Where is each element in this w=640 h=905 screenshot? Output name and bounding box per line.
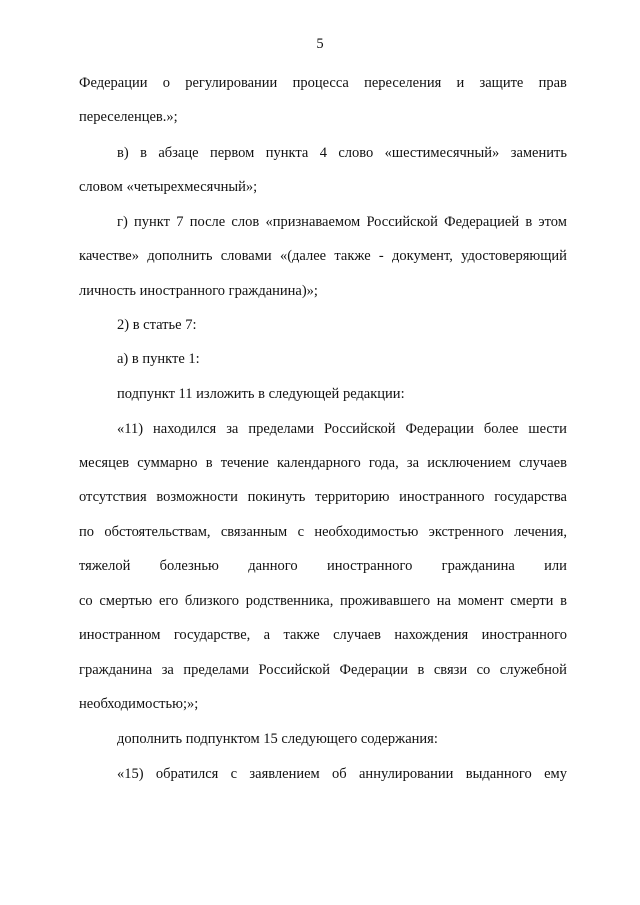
word: «признаваемом [265, 214, 361, 230]
word: со [476, 662, 491, 678]
word: Федерации [339, 662, 408, 678]
word: шести [528, 421, 567, 437]
word: словами [220, 248, 272, 264]
word: экстренного [428, 524, 504, 540]
word: возможности [156, 489, 238, 505]
word: заявлением [249, 766, 320, 782]
text-line [79, 626, 567, 644]
word: пределами [248, 421, 315, 437]
page-number: 5 [316, 36, 324, 52]
word: отсутствия [79, 489, 147, 505]
word: также [283, 627, 320, 643]
word: связи [433, 662, 468, 678]
word: тяжелой [79, 558, 131, 574]
word: об [332, 766, 347, 782]
word: лечения, [514, 524, 567, 540]
word: за [406, 455, 420, 471]
word: обстоятельствам, [104, 524, 211, 540]
text-line: подпункт 11 изложить в следующей редакции: [117, 386, 405, 402]
word: «шестимесячный» [384, 145, 500, 161]
word: более [483, 421, 519, 437]
word: - [378, 248, 384, 264]
word: слов [231, 214, 260, 230]
word: в [140, 145, 147, 161]
word: гражданина [441, 558, 515, 574]
word: на [436, 593, 451, 609]
word: дополнить [147, 248, 213, 264]
word: «15) [117, 766, 144, 782]
word: заменить [510, 145, 567, 161]
word: а [263, 627, 271, 643]
text-line [79, 247, 567, 265]
word: нахождения [394, 627, 469, 643]
word: ему [544, 766, 567, 782]
word: 7 [176, 214, 184, 230]
word: момент [457, 593, 504, 609]
text-line [79, 523, 567, 541]
word: иностранного [399, 489, 485, 505]
word: удостоверяющий [461, 248, 567, 264]
word: государства [494, 489, 567, 505]
text-line: а) в пункте 1: [117, 351, 200, 367]
text-line [79, 592, 567, 610]
word: с [230, 766, 238, 782]
text-line [117, 765, 567, 783]
text-line [117, 144, 567, 162]
word: связанным [220, 524, 288, 540]
word: аннулировании [359, 766, 454, 782]
word: течение [220, 455, 269, 471]
word: в [525, 214, 533, 230]
word: «(далее [279, 248, 327, 264]
word: процесса [292, 75, 349, 91]
word: месяцев [79, 455, 130, 471]
word: с [297, 524, 304, 540]
word: иностранном [79, 627, 161, 643]
word: его [158, 593, 179, 609]
word: случаев [519, 455, 567, 471]
word: и [456, 75, 465, 91]
word: Российской [366, 214, 438, 230]
word: также [334, 248, 371, 264]
word: о [162, 75, 170, 91]
text-line: личность иностранного гражданина)»; [79, 283, 318, 299]
word: покинуть [247, 489, 306, 505]
word: регулировании [185, 75, 278, 91]
word: качестве» [79, 248, 139, 264]
word: проживавшего [340, 593, 431, 609]
text-line [79, 557, 567, 575]
word: слово [338, 145, 374, 161]
text-line: переселенцев.»; [79, 109, 178, 125]
word: года, [368, 455, 399, 471]
word: необходимостью [314, 524, 419, 540]
word: пункт [134, 214, 170, 230]
text-line: словом «четырехмесячный»; [79, 179, 258, 195]
word: в [205, 455, 213, 471]
word: в) [117, 145, 129, 161]
word: первом [209, 145, 255, 161]
word: прав [538, 75, 567, 91]
word: пункта [265, 145, 309, 161]
word: иностранного [326, 558, 413, 574]
word: в [560, 593, 567, 609]
word: по [79, 524, 95, 540]
word: Федерации [405, 421, 474, 437]
word: г) [117, 214, 128, 230]
word: 4 [319, 145, 327, 161]
word: после [189, 214, 226, 230]
word: данного [248, 558, 298, 574]
text-line: необходимостью;»; [79, 696, 199, 712]
text-line [79, 74, 567, 92]
word: за [161, 662, 174, 678]
word: территорию [315, 489, 390, 505]
word: исключением [427, 455, 511, 471]
word: со [79, 593, 93, 609]
word: выданного [465, 766, 532, 782]
word: гражданина [79, 662, 153, 678]
word: обратился [155, 766, 219, 782]
text-line: дополнить подпунктом 15 следующего содержания: [117, 731, 438, 747]
word: находился [153, 421, 217, 437]
word: государстве, [173, 627, 251, 643]
word: Российской [324, 421, 396, 437]
word: суммарно [137, 455, 198, 471]
word: близкого [184, 593, 240, 609]
word: служебной [499, 662, 567, 678]
word: «11) [117, 421, 144, 437]
text-line [79, 454, 567, 472]
text-line: 2) в статье 7: [117, 317, 197, 333]
word: переселения [364, 75, 442, 91]
word: или [544, 558, 567, 574]
word: в [417, 662, 425, 678]
text-line [79, 488, 567, 506]
text-line [117, 213, 567, 231]
word: смерти [510, 593, 554, 609]
text-line [79, 661, 567, 679]
word: родственника, [245, 593, 334, 609]
word: календарного [276, 455, 361, 471]
word: Федерации [79, 75, 148, 91]
word: Федерацией [444, 214, 520, 230]
word: иностранного [481, 627, 567, 643]
word: этом [538, 214, 567, 230]
word: защите [479, 75, 524, 91]
text-line [117, 420, 567, 438]
word: Российской [258, 662, 331, 678]
word: документ, [392, 248, 453, 264]
word: абзаце [158, 145, 199, 161]
word: за [226, 421, 239, 437]
word: смертью [99, 593, 153, 609]
word: пределами [183, 662, 250, 678]
word: болезнью [159, 558, 219, 574]
word: случаев [333, 627, 382, 643]
